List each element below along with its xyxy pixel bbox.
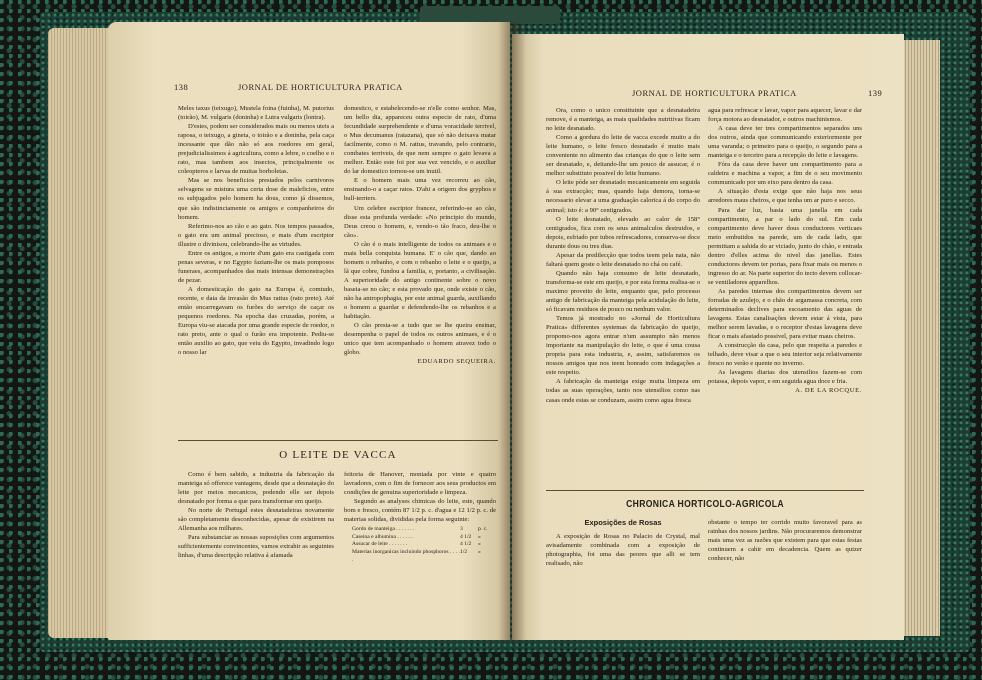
paragraph: O cão presta-se a tudo que se lhe queira ensinar, desempenha o papel de todos os outros animaes, e é o unico que tem acompanhado o homem atravez todo o globo.	[344, 322, 496, 357]
paragraph: A construcção da casa, pelo que respeita a paredes e telhado, deve visar a que o seu interior seja relativamente fresco no verão e quente no inverno.	[708, 342, 862, 368]
author-signature: A. DE LA ROCQUE.	[795, 387, 862, 395]
subsection-title: Exposições de Rosas	[584, 518, 662, 527]
paragraph: domestico, e estabelecendo-se n'elle como senhor. Mas, um bello dia, appareceu outra especie de rato, d'uma fecundidade surprehendente e d'uma voracidade terrivel, o Mus decumanus (ratazana), que só não deixava matar facilmente, como o M. rattus, travando, pelo contrario, combates terriveis, de que nem sempre o gato levava a melhor. Então este foi por sua vez vencido, e o auxiliar do lar domestico tornou-se um inutil.	[344, 105, 496, 176]
page-edges-right	[900, 40, 940, 636]
book-gutter	[498, 22, 526, 642]
page-edges-left	[48, 28, 114, 638]
paragraph: A domesticação do gato na Europa é, comtudo, recente, e data da invasão do Mus rattus (rato preto). Até então encarregavam os furões do serviço de caçar os pequenos roedores. Na epocha das cruzadas, porém, a Europa viu-se atacada por uma grande especie de roedor, o rato preto, ante o qual o furão era impotente. Pediu-se então auxilio ao gato, que veiu do Egypto, invadindo logo o nosso lar	[178, 285, 334, 357]
paragraph: Meles taxus (teixugo), Mustela foina (fuinha), M. putorius (toirão), M. vulgaris (doninha) e Lutra vulgaris (lontra).	[178, 105, 334, 122]
page-number: 138	[174, 82, 189, 92]
right-column-1	[546, 106, 700, 405]
table-cell: 4 1/2	[460, 541, 472, 548]
running-head: JORNAL DE HORTICULTURA PRATICA	[238, 82, 403, 92]
left-column-2	[344, 104, 496, 366]
paragraph: E o homem mais uma vez recorreu ao cão, ensinando-o a caçar ratos. D'ahi a origem dos gryphos e bull-terriers.	[344, 177, 496, 203]
table-cell: Assucar de leite . . . . . . .	[352, 541, 408, 548]
composition-table	[344, 526, 496, 564]
paragraph: A situação d'esta exige que não haja nos seus arredores maus cheiros, e que tenha um ar puro e secco.	[708, 188, 862, 205]
author-signature: EDUARDO SEQUEIRA.	[417, 358, 496, 366]
table-cell: p. c.	[478, 526, 488, 533]
right-column-3	[546, 532, 700, 568]
table-row	[352, 526, 496, 534]
paragraph: Para dar luz, basta uma janella em cada compartimento, a par o lado do sul. Em cada compartimento deve haver dous conductores verticaes meio embutidos na parede, um de cada lado, que permittam a sahida do ar viciado, junto do chão, e entrada dentro d'elles acima do nivel das janellas. Estes conductores devem ter portas, para fixar mais ou menos o ingresso do ar. Na parte superior do tecto devem collocar-se ventiladores apparelhos.	[708, 206, 862, 286]
paragraph: O leite póde ser desnatado mecanicamente em seguida á sua extracção; mas, quando haja demora, torna-se necessario elevar a uma graduação calorica á do corpo do animal; isto é: a 90° centigrados.	[546, 179, 700, 214]
table-cell: »	[478, 541, 481, 548]
paragraph: Segundo as analyses chimicas do leite, este, quando bom e fresco, contém 87 1/2 p. c. d'agua e 12 1/2 p. c. de materias solidas, divididas pela forma seguinte:	[344, 498, 496, 524]
table-row	[352, 541, 496, 549]
running-head: JORNAL DE HORTICULTURA PRATICA	[632, 88, 797, 98]
paragraph: obstante o tempo ter corrido muito favoravel para as rainhas dos nossos jardins. Não procuraremos demonstrar mais uma vez as razões que existem para que estas festas continuem a cahir em decadencia. Quem as quizer conhecer, não	[708, 519, 862, 563]
paragraph: A exposição de Rosas no Palacio de Crystal, mal avisadamente combinada com a exposição de photographia, foi uma das peores que alli se tem realisado, não	[546, 533, 700, 568]
paragraph: Como a gordura do leite de vacca excede muito a do leite humano, o leite fresco desnatado é muito mais conveniente no alimento das crianças do que o leite sem ser desnatado, e, deitando-lhe um pouco de assucar, é o melhor substituto possivel do leite humano.	[546, 134, 700, 178]
paragraph: feitoria de Hanover, montada por vinte e quatro lavradores, com o fim de fornecer aos seus productos em condições de genuina superioridade e limpeza.	[344, 471, 496, 497]
page-number: 139	[868, 88, 883, 98]
paragraph: As paredes internas dos compartimentos devem ser forradas de azulejo, e o chão de argamassa concreta, com determinados declives para escoamento das aguas de lavagens. Estas canalisações devem estar á vista, para melhor serem lavadas, e o receptor d'estas lavagens deve ficar o mais afastado possivel, para evitar maus cheiros.	[708, 287, 862, 341]
paragraph: A casa deve ter tres compartimentos separados uns dos outros, ainda que communicando exteriormente por uma varanda; o primeiro para o queijo, o segundo para a manteiga e o terceiro para a recepção do leite e lavagens.	[708, 125, 862, 160]
paragraph: Apesar da predilecção que todos teem pela nata, não faltará quem goste o leite desnatado no chá ou café.	[546, 251, 700, 268]
paragraph: Quando não haja consumo de leite desnatado, transforma-se este em queijo, e por esta forma realisa-se o maximo proveito do leite, enquanto que, pelo processo antigo de fabricação da manteiga pela acidulação do leite, só ficavam residuos de pouco ou nenhum valor.	[546, 269, 700, 314]
paragraph: O cão é o mais intelligente de todos os animaes e o mais bella conquista humana. E' o cão que, dando ao homem o rebanho, e com o rebanho o leite e o queijo, a lã que cobre, fundou a familia, e, portanto, a civilisação. A superioridade do antigo continente sobre o novo baseia-se no cão; e esta provado que, onde existe o cão, não ha antropophagia, por este animal guarda, auxiliando o homem a guardar e defendendo-lhe os rebanhos e a habitação.	[344, 240, 496, 321]
left-page	[108, 22, 510, 640]
right-page	[512, 34, 904, 640]
divider	[178, 440, 498, 441]
table-cell: 3	[460, 526, 463, 533]
table-row	[352, 549, 496, 564]
table-cell: »	[478, 549, 481, 556]
paragraph: Ora, como o unico constituinte que a desnatadeira remove, é a manteiga, as mais qualidades nutritivas ficam no leite desnatado.	[546, 107, 700, 133]
article-title: O LEITE DE VACCA	[279, 449, 397, 461]
right-column-2	[708, 106, 862, 396]
table-cell: Materias inorganicas incluindo phosphoros . . . . .	[352, 549, 460, 563]
table-cell: 1/2	[460, 549, 468, 556]
left-column-4	[344, 470, 496, 564]
paragraph: A fabricação da manteiga exige muita limpeza em todas as suas operações, tanto nos utensilios como nas casas onde estas se conduzam, assim como agua fresca	[546, 378, 700, 404]
paragraph: Fóra da casa deve haver um compartimento para a caldeira e machina a vapor, a fim de o seu movimento communicado por um eixo para dentro da casa.	[708, 161, 862, 187]
paragraph: agua para refrescar e lavar, vapor para aquecer, lavar e dar força motora ao desnatador, e outros machinismos.	[708, 107, 862, 124]
table-cell: 4 1/2	[460, 533, 472, 540]
table-cell: Caseina e albumina . . . . . .	[352, 533, 413, 540]
paragraph: Um celebre escriptor francez, referindo-se ao cão, disse esta profunda verdade: «No principio do mundo, Deus creou o homem, e, vendo-o tão fraco, deu-lhe o cão».	[344, 204, 496, 239]
divider	[546, 490, 864, 491]
paragraph: D'estes, podem ser considerados mais ou menos uteis a raposa, o teixugo, a gineta, o toirão e a doninha, pela caça incessante que dão não só aos roedores em geral, prejudicialissimos á agricultura, como a lebre, o coelho e o rato, mas tambem aos insectos, principalmente os coleopteros e larvas de muitas borboletas.	[178, 123, 334, 176]
paragraph: Entre os antigos, a morte d'um gato era castigada com penas severas, e no Egypto faziam-lhe os mais pomposos funeraes, acompanhados das mais intensas demonstrações de pezar.	[178, 249, 334, 284]
table-row	[352, 534, 496, 542]
section-title: CHRONICA HORTICOLO-AGRICOLA	[626, 498, 784, 510]
left-column-3	[178, 470, 334, 560]
table-cell: »	[478, 533, 481, 540]
paragraph: As lavagens diarias dos utensilios fazem-se com potassa, depois vapor, e em seguida agua doce e fria.	[708, 369, 862, 386]
table-cell: Gordo de manteiga . . . . . . .	[352, 526, 415, 533]
paragraph: Como é bem sabido, a industria da fabricação da manteiga só offerece vantagens, desde que a desnatação do leite por meios mecanicos, podendo elle ser depois desnatado por forma a que para transformar em queijo.	[178, 471, 334, 506]
paragraph: O leite desnatado, elevado ao calor de 158° centigrados, fica com os seus animalculos destruidos, e depois, esfriado por tubos refrescadores, conserva-se doce durante dous ou tres dias.	[546, 215, 700, 250]
right-column-4	[708, 518, 862, 563]
left-column-1	[178, 104, 334, 357]
paragraph: Para substanciar as nossas suposições com argumentos sufficientemente convincentes, vamos extrahir as seguintes linhas, d'uma descripção relativa á afamada	[178, 534, 334, 560]
paragraph: Mas se nos beneficios prestados pelos carnivoros selvagens se mistura uma certa dose de maleficios, entre os subjugados pelo homem ha dous, como já dissemos, que são indistinctamente os amigos e companheiros do homem.	[178, 177, 334, 221]
paragraph: No norte de Portugal estes desnatadeiras novamente são completamente desconhecidas, apesar de existirem na Allemanha aos milhares.	[178, 507, 334, 533]
paragraph: Referimo-nos ao cão e ao gato. Nos tempos passados, o gato era um animal precioso, e mais d'um escriptor illustre o divinisou, celebrando-lhe as virtudes.	[178, 222, 334, 248]
paragraph: Temos já mostrado no «Jornal de Horticultura Pratica» differentes systemas da fabricação do queijo, propomo-nos agora entrar n'um assumpto não menos importante na manipulação do leite, o que é uma cousa propria para esta industria, e, assim, satisfaremos os nossos amigos que nos teem honrado com indagações a este respeito.	[546, 315, 700, 377]
